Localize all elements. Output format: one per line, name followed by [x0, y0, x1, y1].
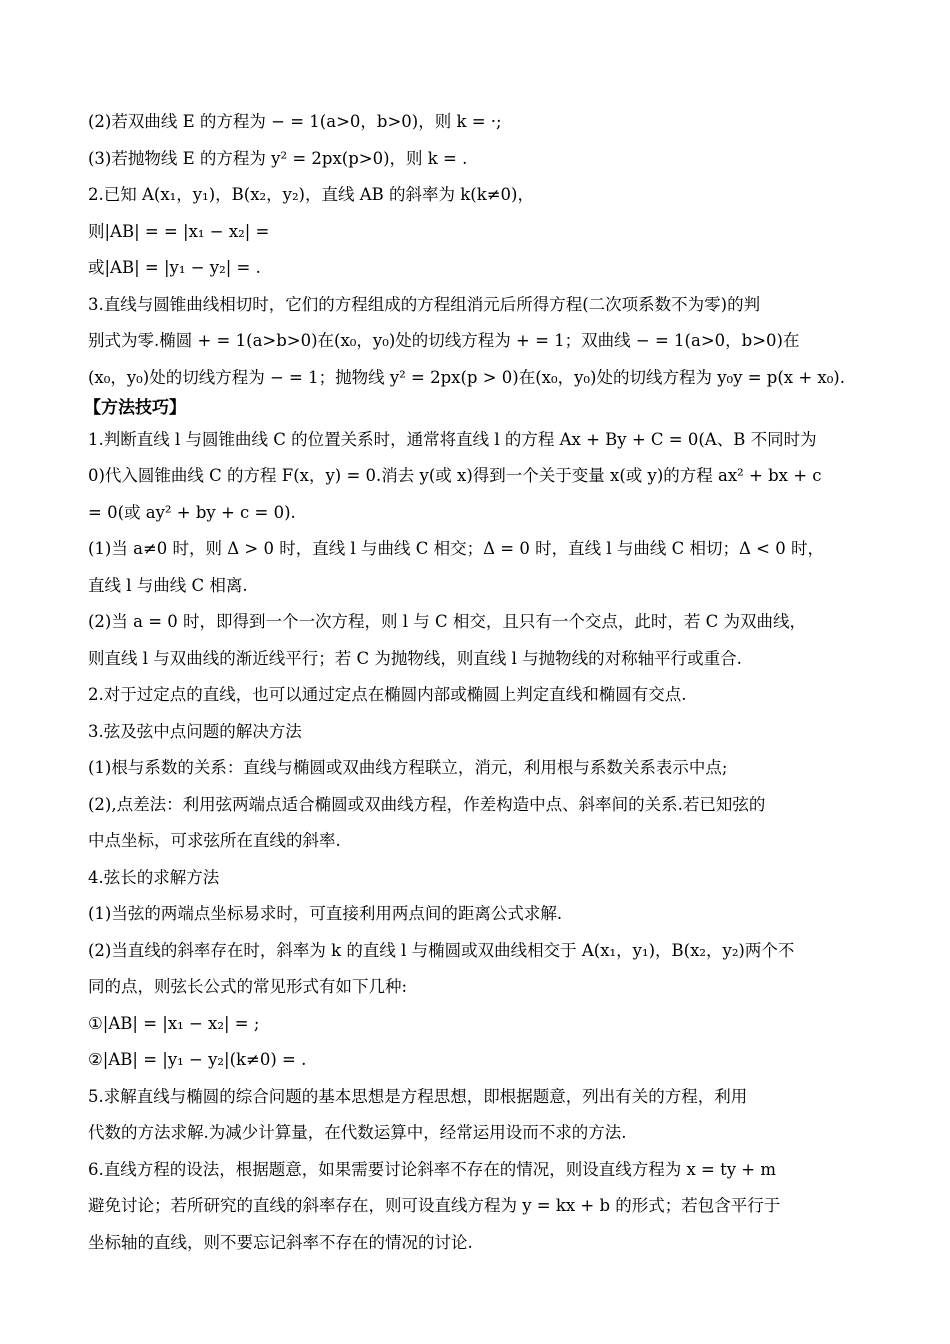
text-line: (1)当弦的两端点坐标易求时，可直接利用两点间的距离公式求解.: [88, 904, 563, 923]
text-line: 3.弦及弦中点问题的解决方法: [88, 721, 302, 741]
text-line: (x₀，y₀)处的切线方程为 − = 1；抛物线 y² = 2px(p > 0)在(x₀，y₀)处的切线方程为 y₀y = p(x + x₀).: [88, 367, 845, 387]
text-line: 2.对于过定点的直线，也可以通过定点在椭圆内部或椭圆上判定直线和椭圆有交点.: [88, 685, 687, 704]
text-line: (2)若双曲线 E 的方程为 − = 1(a>0，b>0)，则 k = ·;: [88, 112, 502, 131]
text-line: 4.弦长的求解方法: [88, 867, 220, 887]
text-line: (2),点差法：利用弦两端点适合椭圆或双曲线方程，作差构造中点、斜率间的关系.若已知弦的: [88, 794, 766, 814]
text-line: 直线 l 与曲线 C 相离.: [88, 575, 248, 595]
text-line: 0)代入圆锥曲线 C 的方程 F(x，y) = 0.消去 y(或 x)得到一个关于变量 x(或 y)的方程 ax² + bx + c: [88, 466, 822, 485]
text-line: ①|AB| = |x₁ − x₂| = ;: [88, 1013, 260, 1033]
text-line: 避免讨论；若所研究的直线的斜率存在，则可设直线方程为 y = kx + b 的形式；若包含平行于: [88, 1196, 781, 1215]
text-line: 中点坐标，可求弦所在直线的斜率.: [88, 831, 341, 850]
text-line: (2)当 a = 0 时，即得到一个一次方程，则 l 与 C 相交，且只有一个交点，此时，若 C 为双曲线，: [88, 612, 807, 631]
text-line: (1)当 a≠0 时，则 Δ > 0 时，直线 l 与曲线 C 相交；Δ = 0 时，直线 l 与曲线 C 相切；Δ < 0 时，: [88, 539, 824, 558]
text-line: 同的点，则弦长公式的常见形式有如下几种:: [88, 977, 408, 996]
text-line: 则|AB| = = |x₁ − x₂| =: [88, 221, 270, 241]
text-line: 6.直线方程的设法，根据题意，如果需要讨论斜率不存在的情况，则设直线方程为 x = ty + m: [88, 1159, 777, 1179]
text-line: 或|AB| = |y₁ − y₂| = .: [88, 258, 261, 277]
text-line: = 0(或 ay² + by + c = 0).: [88, 502, 296, 522]
text-line: 3.直线与圆锥曲线相切时，它们的方程组成的方程组消元后所得方程(二次项系数不为零)的判: [88, 294, 761, 314]
text-line: 坐标轴的直线，则不要忘记斜率不存在的情况的讨论.: [88, 1232, 473, 1252]
text-line: 则直线 l 与双曲线的渐近线平行；若 C 为抛物线，则直线 l 与抛物线的对称轴平行或重合.: [88, 648, 742, 668]
document-page: [84, 110, 878, 1267]
text-line: ②|AB| = |y₁ − y₂|(k≠0) = .: [88, 1050, 307, 1069]
text-line: 2.已知 A(x₁，y₁)，B(x₂，y₂)，直线 AB 的斜率为 k(k≠0)，: [88, 185, 534, 204]
section-heading: 【方法技巧】: [84, 397, 186, 418]
text-line: 代数的方法求解.为减少计算量，在代数运算中，经常运用设而不求的方法.: [88, 1123, 627, 1142]
text-line: (3)若抛物线 E 的方程为 y² = 2px(p>0)，则 k = .: [88, 148, 468, 168]
text-line: (2)当直线的斜率存在时，斜率为 k 的直线 l 与椭圆或双曲线相交于 A(x₁，y₁)，B(x₂，y₂)两个不: [88, 940, 795, 960]
text-line: 别式为零.椭圆 + = 1(a>b>0)在(x₀，y₀)处的切线方程为 + = 1；双曲线 − = 1(a>0，b>0)在: [88, 331, 800, 350]
text-line: (1)根与系数的关系：直线与椭圆或双曲线方程联立，消元，利用根与系数关系表示中点;: [88, 758, 728, 777]
text-line: 5.求解直线与椭圆的综合问题的基本思想是方程思想，即根据题意，列出有关的方程，利用: [88, 1086, 748, 1106]
text-line: 1.判断直线 l 与圆锥曲线 C 的位置关系时，通常将直线 l 的方程 Ax + By + C = 0(A、B 不同时为: [88, 429, 817, 449]
